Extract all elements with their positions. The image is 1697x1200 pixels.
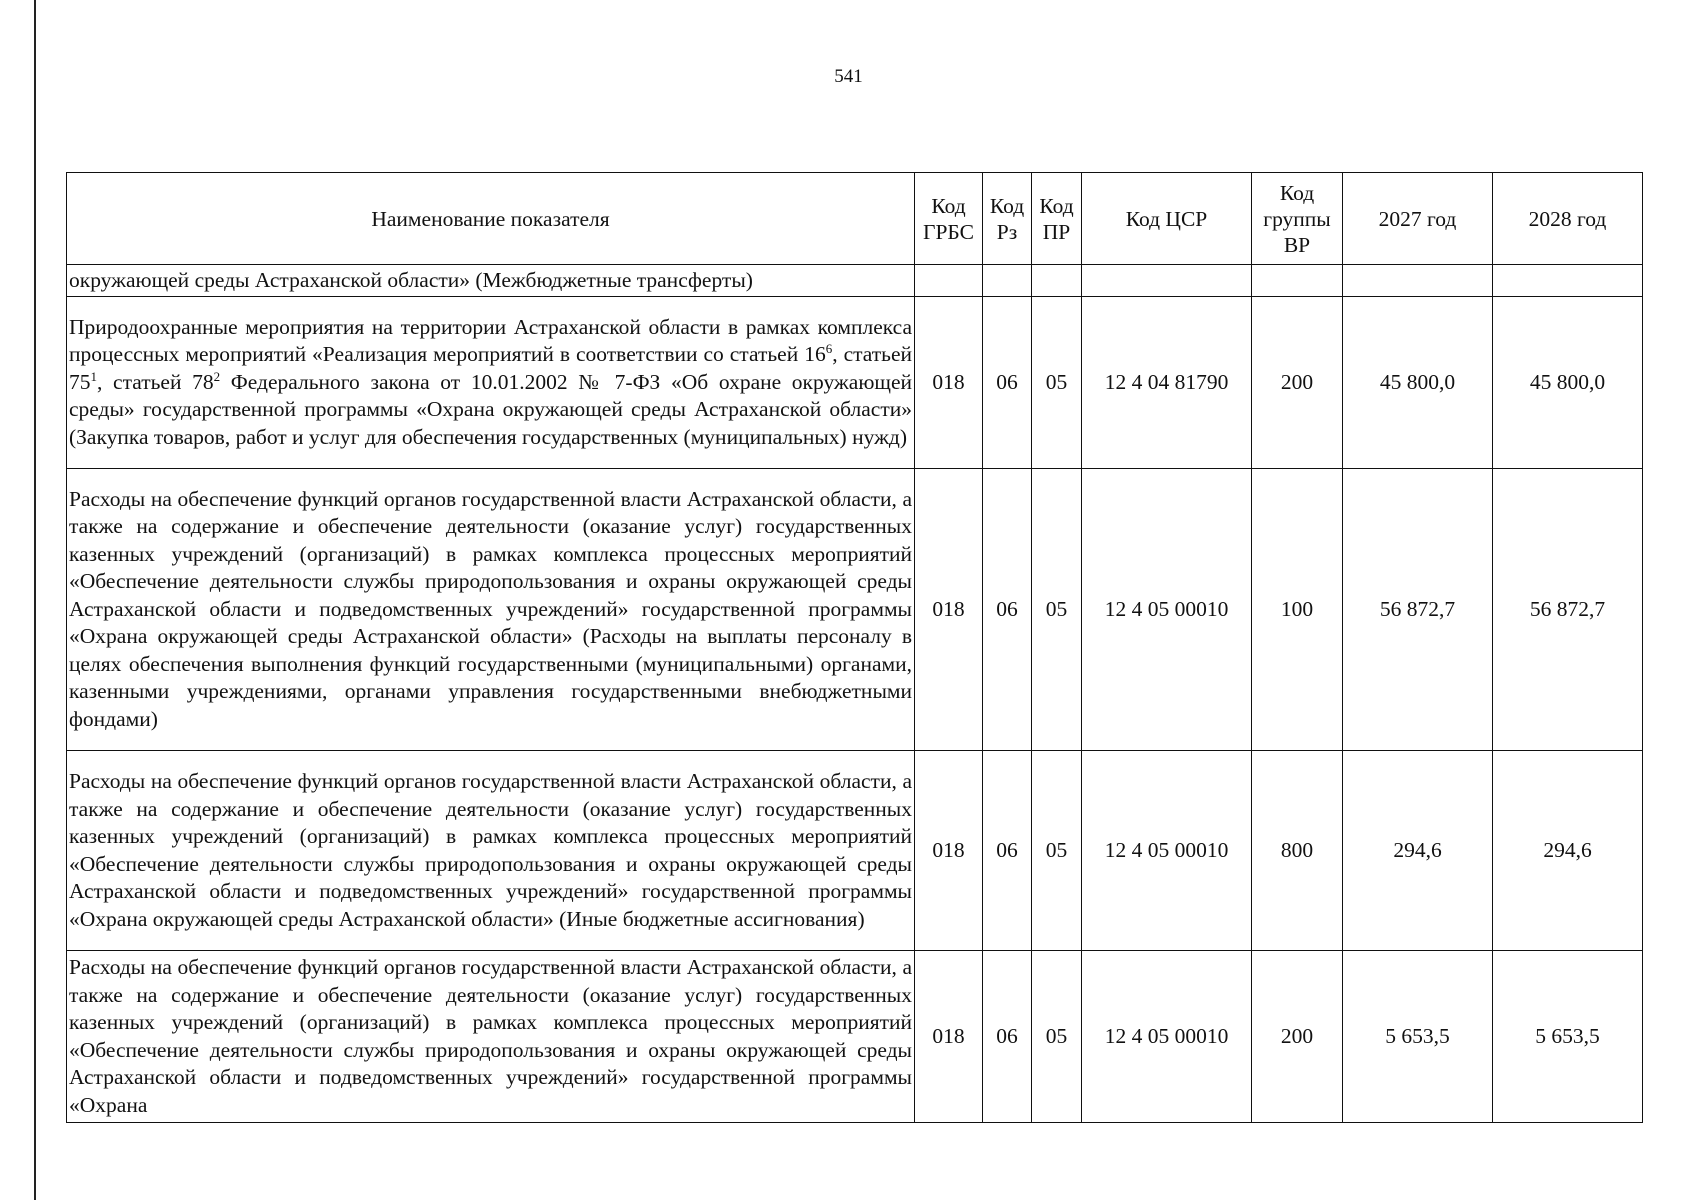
superscript: 6 xyxy=(825,341,833,357)
row-rz: 06 xyxy=(983,751,1032,951)
header-vr: Код группы ВР xyxy=(1252,173,1343,265)
budget-table xyxy=(66,172,1643,1123)
header-csr: Код ЦСР xyxy=(1082,173,1252,265)
row-grbs: 018 xyxy=(915,469,983,751)
table-row xyxy=(67,951,1643,1123)
row-name-text: Природоохранные мероприятия на территории Астраханской области в рамках комплекса процессных мероприятий «Реализация мероприятий в соответствии со статьей 16 xyxy=(69,314,912,367)
row-2027: 56 872,7 xyxy=(1343,469,1493,751)
row-2028 xyxy=(1493,265,1643,297)
row-csr: 12 4 05 00010 xyxy=(1082,751,1252,951)
row-name: Расходы на обеспечение функций органов государственной власти Астраханской области, а также на содержание и обеспечение деятельности (оказание услуг) государственных казенных учреждений (организаций) в рамках комплекса процессных мероприятий «Обеспечение деятельности службы природопользования и охраны окружающей среды Астраханской области и подведомственных учреждений» государственной программы «Охрана окружающей среды Астраханской области» (Иные бюджетные ассигнования) xyxy=(67,751,915,951)
row-vr: 800 xyxy=(1252,751,1343,951)
row-2028: 45 800,0 xyxy=(1493,297,1643,469)
row-rz xyxy=(983,265,1032,297)
row-name: Расходы на обеспечение функций органов государственной власти Астраханской области, а также на содержание и обеспечение деятельности (оказание услуг) государственных казенных учреждений (организаций) в рамках комплекса процессных мероприятий «Обеспечение деятельности службы природопользования и охраны окружающей среды Астраханской области и подведомственных учреждений» государственной программы «Охрана xyxy=(67,951,915,1123)
table-row xyxy=(67,751,1643,951)
row-name-text: Федерального закона от 10.01.2002 № 7-ФЗ «Об охране окружающей среды» государственной программы «Охрана окружающей среды Астраханской области» (Закупка товаров, работ и услуг для обеспечения государственных (муниципальных) нужд) xyxy=(69,369,912,449)
row-2027: 5 653,5 xyxy=(1343,951,1493,1123)
row-vr: 100 xyxy=(1252,469,1343,751)
row-pr: 05 xyxy=(1032,951,1082,1123)
superscript: 1 xyxy=(90,368,97,384)
row-grbs xyxy=(915,265,983,297)
row-name-text: , статьей 75 xyxy=(69,342,913,394)
table-header-row xyxy=(67,173,1643,265)
row-pr: 05 xyxy=(1032,751,1082,951)
row-rz: 06 xyxy=(983,469,1032,751)
table-row xyxy=(67,297,1643,469)
row-pr: 05 xyxy=(1032,297,1082,469)
row-csr: 12 4 05 00010 xyxy=(1082,951,1252,1123)
row-2028: 294,6 xyxy=(1493,751,1643,951)
row-2027: 45 800,0 xyxy=(1343,297,1493,469)
row-grbs: 018 xyxy=(915,751,983,951)
header-grbs: Код ГРБС xyxy=(915,173,983,265)
page-number: 541 xyxy=(834,66,863,87)
row-name: окружающей среды Астраханской области» (Межбюджетные трансферты) xyxy=(67,265,915,297)
row-pr: 05 xyxy=(1032,469,1082,751)
row-csr xyxy=(1082,265,1252,297)
superscript: 2 xyxy=(213,368,221,384)
row-2027 xyxy=(1343,265,1493,297)
header-rz: Код Рз xyxy=(983,173,1032,265)
row-2028: 5 653,5 xyxy=(1493,951,1643,1123)
row-vr xyxy=(1252,265,1343,297)
row-rz: 06 xyxy=(983,297,1032,469)
header-2028: 2028 год xyxy=(1493,173,1643,265)
table-row xyxy=(67,469,1643,751)
scan-edge-line xyxy=(34,0,36,1200)
row-pr xyxy=(1032,265,1082,297)
table-row xyxy=(67,265,1643,297)
header-2027: 2027 год xyxy=(1343,173,1493,265)
header-name: Наименование показателя xyxy=(67,173,915,265)
row-vr: 200 xyxy=(1252,297,1343,469)
row-2027: 294,6 xyxy=(1343,751,1493,951)
row-name-text: , статьей 78 xyxy=(97,369,214,394)
header-pr: Код ПР xyxy=(1032,173,1082,265)
row-csr: 12 4 04 81790 xyxy=(1082,297,1252,469)
row-name: Расходы на обеспечение функций органов государственной власти Астраханской области, а также на содержание и обеспечение деятельности (оказание услуг) государственных казенных учреждений (организаций) в рамках комплекса процессных мероприятий «Обеспечение деятельности службы природопользования и охраны окружающей среды Астраханской области и подведомственных учреждений» государственной программы «Охрана окружающей среды Астраханской области» (Расходы на выплаты персоналу в целях обеспечения выполнения функций государственными (муниципальными) органами, казенными учреждениями, органами управления государственными внебюджетными фондами) xyxy=(67,469,915,751)
row-2028: 56 872,7 xyxy=(1493,469,1643,751)
row-rz: 06 xyxy=(983,951,1032,1123)
row-grbs: 018 xyxy=(915,297,983,469)
row-grbs: 018 xyxy=(915,951,983,1123)
row-csr: 12 4 05 00010 xyxy=(1082,469,1252,751)
row-name xyxy=(67,297,915,469)
row-vr: 200 xyxy=(1252,951,1343,1123)
